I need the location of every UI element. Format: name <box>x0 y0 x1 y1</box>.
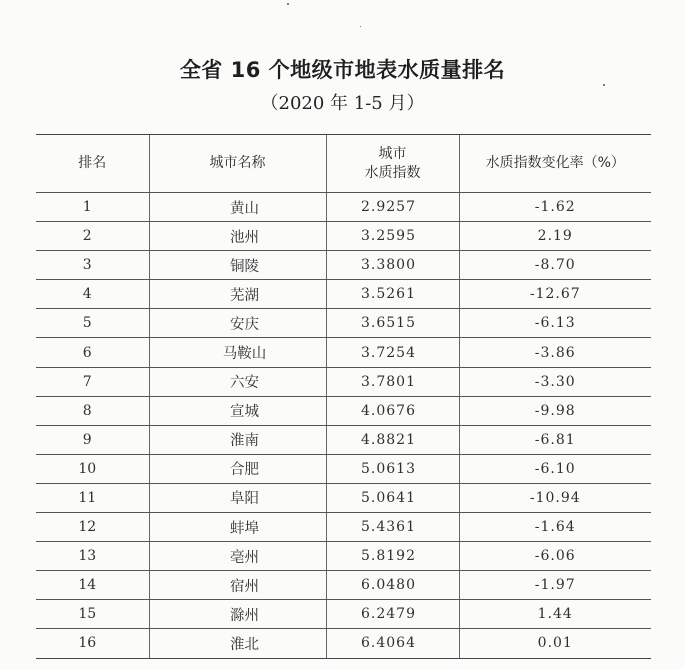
document-title: 全省 16 个地级市地表水质量排名 <box>179 58 506 82</box>
change-rate-cell: -3.30 <box>459 367 651 396</box>
rank-cell: 9 <box>36 425 149 454</box>
city-cell: 黄山 <box>149 193 326 222</box>
rank-cell: 2 <box>36 222 149 251</box>
rank-cell: 15 <box>36 600 149 629</box>
city-cell: 淮南 <box>149 425 326 454</box>
rank-cell: 16 <box>36 629 149 658</box>
header-change-rate: 水质指数变化率（%） <box>459 135 651 193</box>
city-cell: 合肥 <box>149 454 326 483</box>
table-row <box>36 280 651 309</box>
scan-speck <box>360 26 361 27</box>
rank-cell: 4 <box>36 280 149 309</box>
rank-cell: 3 <box>36 251 149 280</box>
rank-cell: 1 <box>36 193 149 222</box>
water-index-cell: 6.4064 <box>326 629 459 658</box>
scan-speck <box>287 3 289 5</box>
city-cell: 淮北 <box>149 629 326 658</box>
rank-cell: 13 <box>36 542 149 571</box>
table-row <box>36 425 651 454</box>
city-cell: 阜阳 <box>149 483 326 512</box>
water-index-cell: 4.8821 <box>326 425 459 454</box>
table-row <box>36 396 651 425</box>
table-row <box>36 454 651 483</box>
change-rate-cell: -1.64 <box>459 513 651 542</box>
water-index-cell: 3.7801 <box>326 367 459 396</box>
header-water-index <box>326 135 459 193</box>
table-row <box>36 629 651 658</box>
table-row <box>36 542 651 571</box>
table-row <box>36 338 651 367</box>
city-cell: 宣城 <box>149 396 326 425</box>
table-row <box>36 600 651 629</box>
rank-cell: 10 <box>36 454 149 483</box>
rank-cell: 14 <box>36 571 149 600</box>
city-cell: 滁州 <box>149 600 326 629</box>
change-rate-cell: -6.81 <box>459 425 651 454</box>
table-row <box>36 483 651 512</box>
water-index-cell: 3.7254 <box>326 338 459 367</box>
change-rate-cell: -9.98 <box>459 396 651 425</box>
change-rate-cell: 2.19 <box>459 222 651 251</box>
scan-speck <box>603 84 605 86</box>
city-cell: 蚌埠 <box>149 513 326 542</box>
change-rate-cell: -10.94 <box>459 483 651 512</box>
rank-cell: 8 <box>36 396 149 425</box>
table-row <box>36 309 651 338</box>
water-index-cell: 5.0641 <box>326 483 459 512</box>
rank-cell: 12 <box>36 513 149 542</box>
rank-cell: 6 <box>36 338 149 367</box>
water-index-cell: 5.8192 <box>326 542 459 571</box>
document-subtitle: （2020 年 1-5 月） <box>260 93 425 114</box>
change-rate-cell: 1.44 <box>459 600 651 629</box>
change-rate-cell: -3.86 <box>459 338 651 367</box>
header-water-index-line1: 城市 <box>378 145 407 162</box>
water-index-cell: 3.5261 <box>326 280 459 309</box>
city-cell: 宿州 <box>149 571 326 600</box>
change-rate-cell: -1.97 <box>459 571 651 600</box>
change-rate-cell: -12.67 <box>459 280 651 309</box>
city-cell: 安庆 <box>149 309 326 338</box>
water-index-cell: 2.9257 <box>326 193 459 222</box>
water-index-cell: 3.6515 <box>326 309 459 338</box>
water-index-cell: 5.4361 <box>326 513 459 542</box>
water-index-cell: 6.0480 <box>326 571 459 600</box>
rank-cell: 7 <box>36 367 149 396</box>
water-index-cell: 5.0613 <box>326 454 459 483</box>
ranking-table <box>36 134 651 659</box>
header-water-index-line2: 水质指数 <box>364 164 421 181</box>
change-rate-cell: -6.10 <box>459 454 651 483</box>
water-index-cell: 4.0676 <box>326 396 459 425</box>
water-index-cell: 6.2479 <box>326 600 459 629</box>
table-row <box>36 571 651 600</box>
rank-cell: 11 <box>36 483 149 512</box>
table-row <box>36 513 651 542</box>
city-cell: 六安 <box>149 367 326 396</box>
table-row <box>36 251 651 280</box>
city-cell: 池州 <box>149 222 326 251</box>
table-body <box>36 193 651 659</box>
header-city: 城市名称 <box>149 135 326 193</box>
city-cell: 芜湖 <box>149 280 326 309</box>
table-header-row <box>36 135 651 193</box>
rank-cell: 5 <box>36 309 149 338</box>
change-rate-cell: -8.70 <box>459 251 651 280</box>
table-row <box>36 193 651 222</box>
table-row <box>36 367 651 396</box>
change-rate-cell: -6.13 <box>459 309 651 338</box>
city-cell: 马鞍山 <box>149 338 326 367</box>
city-cell: 铜陵 <box>149 251 326 280</box>
water-index-cell: 3.2595 <box>326 222 459 251</box>
header-rank: 排名 <box>36 135 149 193</box>
water-index-cell: 3.3800 <box>326 251 459 280</box>
city-cell: 亳州 <box>149 542 326 571</box>
change-rate-cell: -1.62 <box>459 193 651 222</box>
table-row <box>36 222 651 251</box>
change-rate-cell: 0.01 <box>459 629 651 658</box>
change-rate-cell: -6.06 <box>459 542 651 571</box>
